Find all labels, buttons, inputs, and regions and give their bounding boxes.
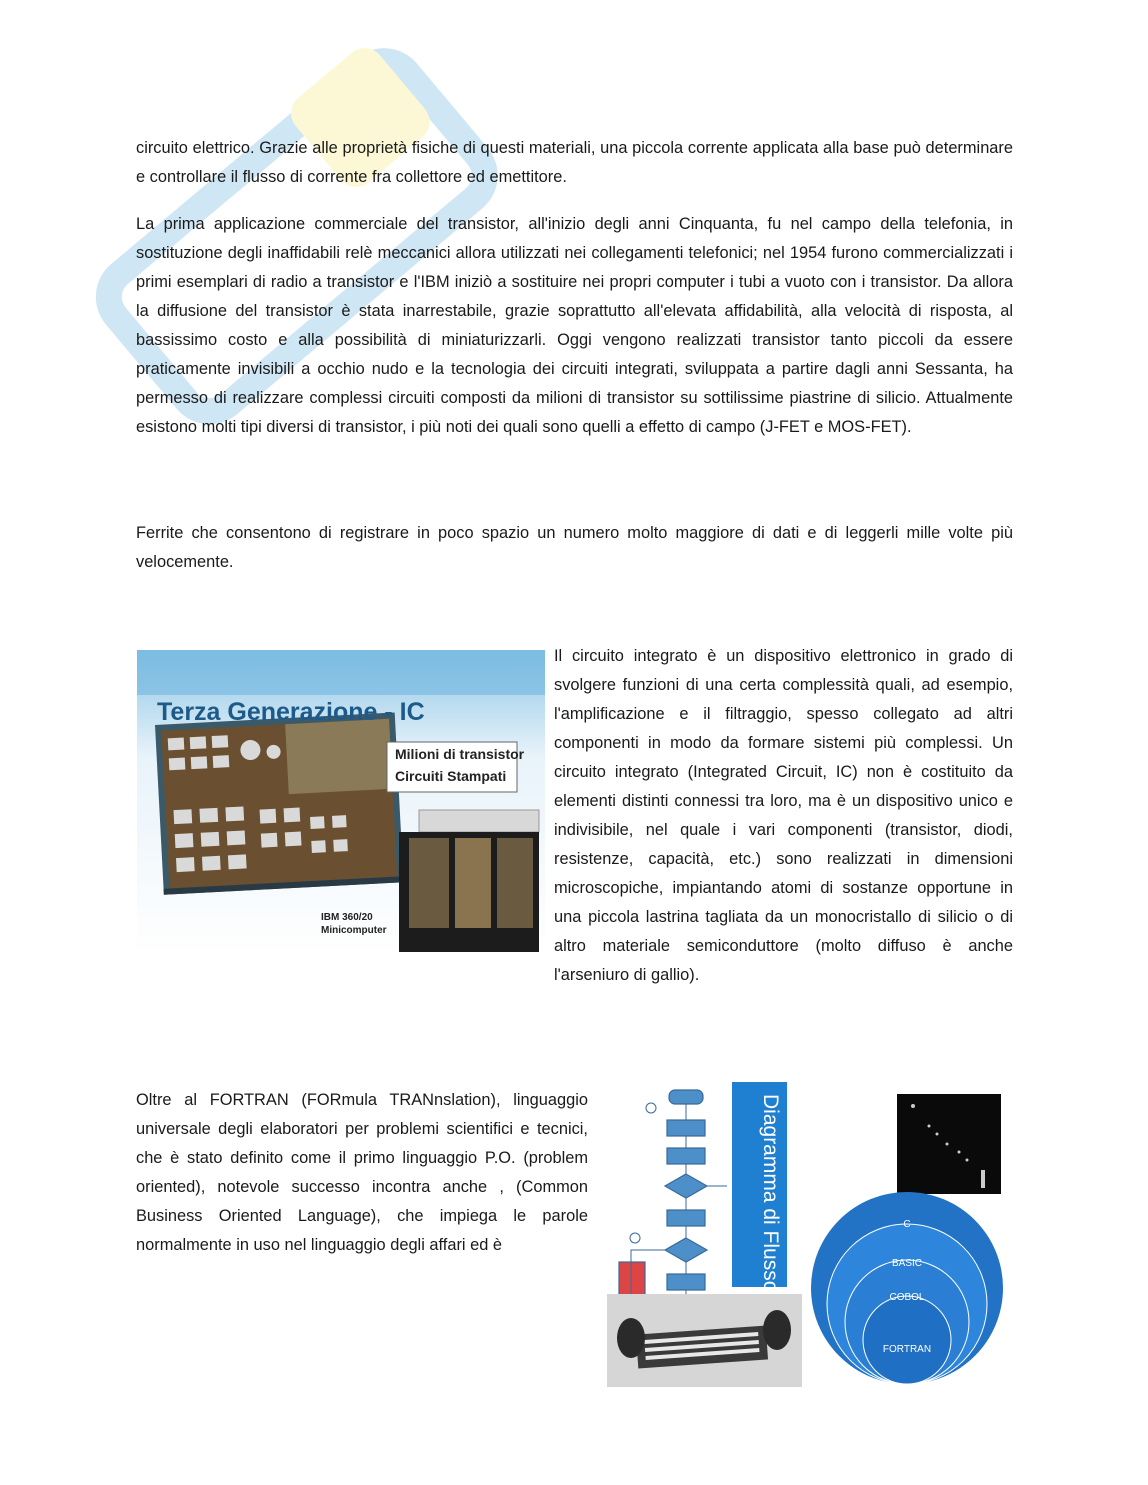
ring-label-c: C (903, 1219, 911, 1230)
ring-label-fortran: FORTRAN (882, 1344, 932, 1355)
paragraph-transistor-intro: circuito elettrico. Grazie alle proprietà fisiche di questi materiali, una piccola corrente applicata alla base può determinare e controllare il flusso di corrente fra collettore ed emettitore. (136, 139, 1013, 186)
ic-figure-title: Terza Generazione - IC (157, 698, 425, 726)
flow-vertical-title: Diagramma di Flusso (759, 1094, 782, 1293)
ic-paragraph-text: Il circuito integrato è un dispositivo elettronico in grado di svolgere funzioni di una certa complessità quali, ad esempio, l'amplificazione e il filtraggio, spesso collegato ad altri componenti in modo da formare sistemi più complessi. Un circuito integrato (Integrated Circuit, IC) non è costituito da elementi distinti connessi tra loro, ma è un dispositivo unico e indivisibile, nel quale i vari componenti (transistor, diodi, resistenze, capacità, etc.) sono realizzati in dimensioni microscopiche, impiantando atomi di sostanze opportune in una piccola lastrina tagliata da un monocristallo di silicio o di altro materiale semiconduttore (molto diffuso è anche l'arseniuro di gallio). (554, 647, 1013, 984)
paragraph-ferrite: Ferrite che consentono di registrare in poco spazio un numero molto maggiore di dati e di leggerli mille volte più velocemente. (136, 524, 1013, 571)
ic-box-line1: Milioni di transistor (395, 746, 525, 762)
ic-caption-line2: Minicomputer (321, 925, 387, 936)
figure-third-generation-ic (137, 650, 545, 956)
paragraph-fortran-cobol: Oltre al FORTRAN (FORmula TRANnslation), linguaggio universale degli elaboratori per problemi scientifici e tecnici, che è stato definito come il primo linguaggio P.O. (problem oriented), notevole successo incontra anche , (Common Business Oriented Language), che impiega le parole normalmente in uso nel linguaggio degli affari ed è (136, 1091, 588, 1254)
ic-box-line2: Circuiti Stampati (395, 768, 507, 784)
ring-label-basic: BASIC (891, 1258, 922, 1269)
paragraph-transistor-history: La prima applicazione commerciale del transistor, all'inizio degli anni Cinquanta, fu nel campo della telefonia, in sostituzione degli inaffidabili relè meccanici allora utilizzati nei collegamenti telefonici; nel 1954 furono commercializzati i primi esemplari di radio a transistor e l'IBM iniziò a sostituire nei propri computer i tubi a vuoto con i transistor. Da allora la diffusione del transistor è stata inarrestabile, grazie soprattutto all'elevata affidabilità, alla velocità di risposta, al bassissimo costo e alla possibilità di miniaturizzarli. Oggi vengono realizzati transistor tanto piccoli da essere praticamente invisibili a occhio nudo e la tecnologia dei circuiti integrati, sviluppata a partire dagli anni Sessanta, ha permesso di realizzare complessi circuiti composti da milioni di transistor su sottilissime piastrine di silicio. Attualmente esistono molti tipi diversi di transistor, i più noti dei quali sono quelli a effetto di campo (J-FET e MOS-FET). (136, 215, 1013, 436)
ic-caption-line1: IBM 360/20 (321, 912, 373, 923)
figure-flow-diagram (607, 1082, 1012, 1387)
ring-label-cobol: COBOL (889, 1292, 925, 1303)
